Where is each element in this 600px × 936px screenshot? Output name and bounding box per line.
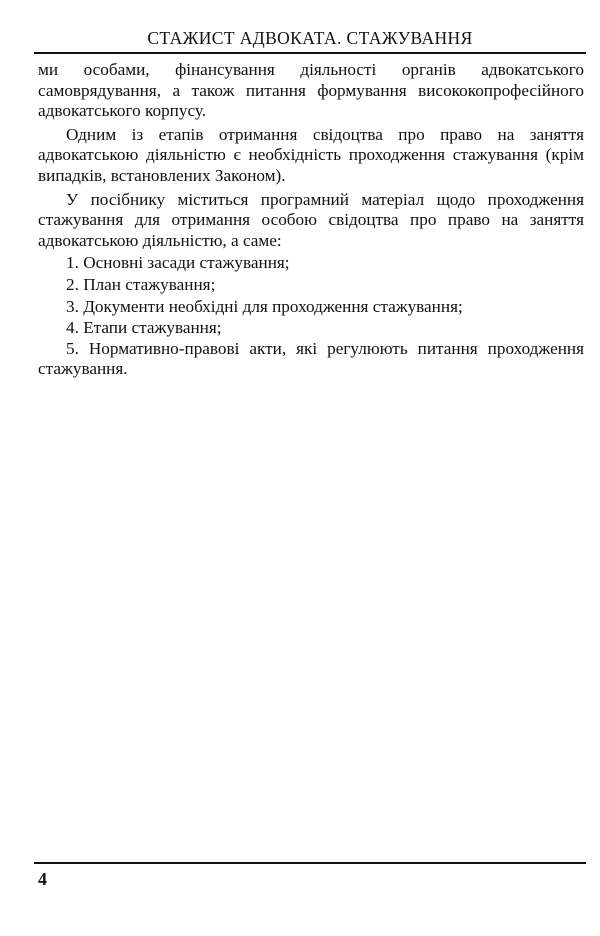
paragraph-continued: ми особами, фінансування діяльності органів адвокатського самоврядування, а також питання формування висококопрофесійного адвокатського корпусу.: [38, 60, 584, 121]
list-item: 5. Нормативно-правові акти, які регулюють питання проходження стажування.: [38, 338, 584, 379]
contents-list: [38, 252, 584, 380]
footer-rule: [34, 862, 586, 864]
page-number: 4: [38, 869, 47, 889]
list-item: 2. План стажування;: [66, 274, 216, 294]
paragraph-internship-stage: Одним із етапів отримання свідоцтва про право на заняття адвокатською діяльністю є необхідність проходження стажування (крім випадків, встановлених Законом).: [38, 124, 584, 185]
paragraph-manual-contents: У посібнику міститься програмний матеріал щодо проходження стажування для отримання особою свідоцтва про право на заняття адвокатською діяльністю, а саме:: [38, 189, 584, 250]
header-rule: [34, 52, 586, 54]
list-item: 4. Етапи стажування;: [66, 318, 222, 338]
main-text: [38, 60, 584, 380]
list-item: 3. Документи необхідні для проходження стажування;: [66, 296, 463, 316]
running-header: СТАЖИСТ АДВОКАТА. СТАЖУВАННЯ: [147, 28, 473, 48]
list-item: 1. Основні засади стажування;: [66, 253, 290, 273]
